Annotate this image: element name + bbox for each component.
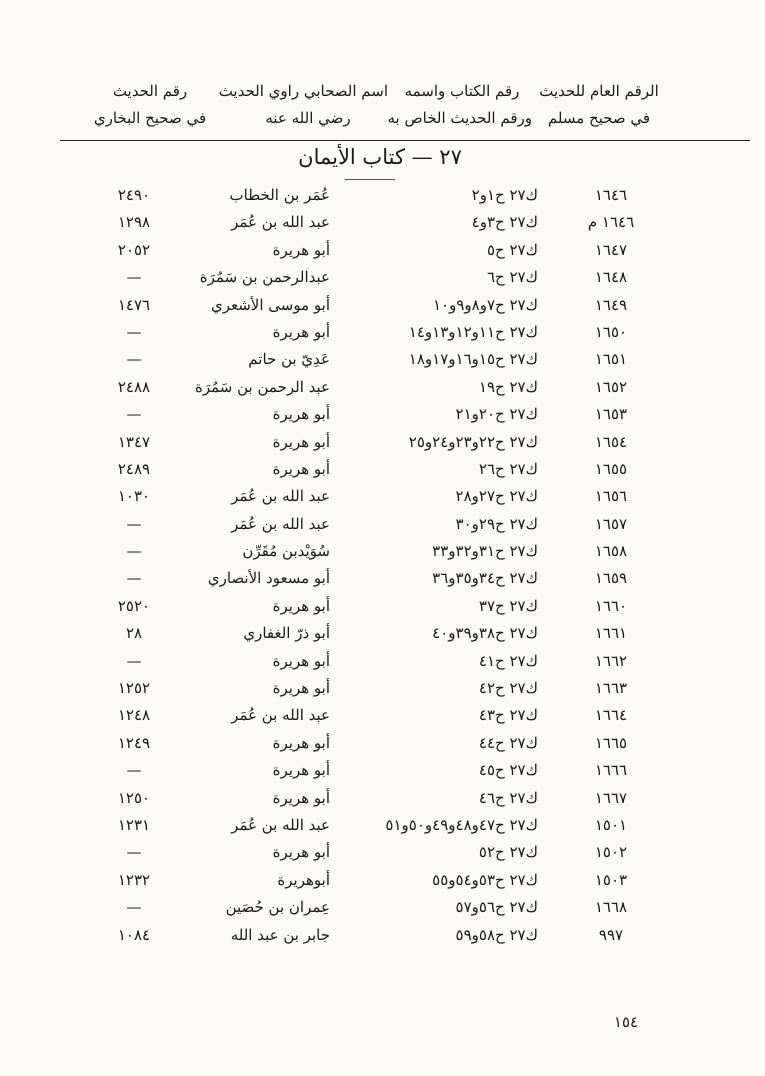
bukhari-number-cell: ٢٤٩٠ <box>117 186 151 204</box>
general-number-cell: ١٦٥٣ <box>594 405 628 424</box>
header-companion-name: اسم الصحابي راوي الحديث رضي الله عنه <box>218 82 388 127</box>
general-number-cell: ١٥٠٣ <box>594 870 628 889</box>
companion-name-cell: أبو هريرة <box>272 788 330 807</box>
book-hadith-ref-cell: ك٢٧ ح٤٢ <box>478 679 538 698</box>
general-number-cell: ١٦٥٩ <box>594 569 628 588</box>
book-hadith-ref-cell: ك٢٧ ح٥٨و٥٩ <box>455 925 538 944</box>
companion-name-cell: أبو هريرة <box>272 761 330 780</box>
general-number-cell: ١٦٥٠ <box>594 322 628 341</box>
table-row <box>0 318 765 345</box>
companion-name-cell: عبد الله بن عُمَر <box>231 213 330 232</box>
table-row <box>0 455 765 482</box>
general-number-cell: ١٦٥١ <box>594 350 628 369</box>
general-number-cell: ١٦٦٣ <box>594 679 628 698</box>
book-hadith-ref-cell: ك٢٧ ح٤٦ <box>478 788 538 807</box>
general-number-cell: ١٦٤٩ <box>594 295 628 314</box>
general-number-cell: ١٦٥٤ <box>594 432 628 451</box>
table-row <box>0 181 765 208</box>
companion-name-cell: عبد الله بن عُمَر <box>231 514 330 533</box>
table-row <box>0 701 765 728</box>
companion-name-cell: أبو موسى الأشعري <box>210 295 330 314</box>
bukhari-number-cell: ١٢٥٠ <box>117 788 151 807</box>
book-hadith-ref-cell: ك٢٧ ح٤٤ <box>478 733 538 752</box>
header-bukhari-number: رقم الحديث في صحيح البخاري <box>93 82 207 127</box>
table-row <box>0 756 765 783</box>
bukhari-number-cell: ١٢٤٨ <box>117 706 151 725</box>
table-row <box>0 592 765 619</box>
table-row <box>0 811 765 838</box>
table-row <box>0 838 765 865</box>
bukhari-number-cell: — <box>126 843 142 862</box>
book-hadith-ref-cell: ك٢٧ ح٤٣ <box>478 706 538 725</box>
bukhari-number-cell: ١٠٣٠ <box>117 487 151 506</box>
bukhari-number-cell: — <box>126 569 142 588</box>
general-number-cell: ١٦٦٤ <box>594 706 628 725</box>
table-row <box>0 236 765 263</box>
general-number-cell: ١٦٥٦ <box>594 487 628 506</box>
book-hadith-ref-cell: ك٢٧ ح٤١ <box>478 651 538 670</box>
bukhari-number-cell: — <box>126 268 142 287</box>
bukhari-number-cell: ١٤٧٦ <box>117 295 151 314</box>
bukhari-number-cell: ١٢٣٢ <box>117 870 151 889</box>
table-row <box>0 866 765 893</box>
companion-name-cell: أبو هريرة <box>272 679 330 698</box>
book-hadith-ref-cell: ك٢٧ ح٣٤و٣٥و٣٦ <box>432 569 538 588</box>
table-row <box>0 674 765 701</box>
general-number-cell: ١٦٦٥ <box>594 733 628 752</box>
bukhari-number-cell: ١٢٣١ <box>117 815 151 834</box>
general-number-cell: ٩٩٧ <box>598 925 624 944</box>
general-number-cell: ١٦٦٧ <box>594 788 628 807</box>
book-hadith-ref-cell: ك٢٧ ح١٥و١٦و١٧و١٨ <box>408 350 538 369</box>
companion-name-cell: أبو هريرة <box>272 733 330 752</box>
title-underline <box>345 179 395 180</box>
header-book-number: رقم الكتاب واسمه ورقم الحديث الخاص به <box>387 82 532 127</box>
general-number-cell: ١٦٦٨ <box>594 898 628 917</box>
companion-name-cell: عِمران بن حُصَين <box>225 898 330 917</box>
book-hadith-ref-cell: ك٢٧ ح٢٩و٣٠ <box>455 514 538 533</box>
general-number-cell: ١٥٠١ <box>594 815 628 834</box>
general-number-cell: ١٦٤٦ م <box>587 213 635 232</box>
book-hadith-ref-cell: ك٢٧ ح٢٢و٢٣و٢٤و٢٥ <box>408 432 538 451</box>
companion-name-cell: أبو هريرة <box>272 843 330 862</box>
book-hadith-ref-cell: ك٢٧ ح١١و١٢و١٣و١٤ <box>408 322 538 341</box>
book-hadith-ref-cell: ك٢٧ ح٥ <box>486 240 538 259</box>
table-row <box>0 619 765 646</box>
bukhari-number-cell: ٢٨ <box>125 624 143 643</box>
companion-name-cell: أبو مسعود الأنصاري <box>207 569 330 588</box>
table-row <box>0 510 765 537</box>
bukhari-number-cell: ٢٥٢٠ <box>117 596 151 615</box>
book-hadith-ref-cell: ك٢٧ ح١و٢ <box>471 186 538 204</box>
table-row <box>0 537 765 564</box>
general-number-cell: ١٦٤٨ <box>594 268 628 287</box>
book-hadith-ref-cell: ك٢٧ ح٥٦و٥٧ <box>455 898 538 917</box>
companion-name-cell: أبو ذرّ الغفاري <box>243 624 330 643</box>
companion-name-cell: عبد الله بن عُمَر <box>231 487 330 506</box>
companion-name-cell: أبو هريرة <box>272 432 330 451</box>
general-number-cell: ١٦٥٥ <box>594 459 628 478</box>
bukhari-number-cell: — <box>126 542 142 561</box>
table-row <box>0 208 765 235</box>
companion-name-cell: أبو هريرة <box>272 459 330 478</box>
bukhari-number-cell: — <box>126 405 142 424</box>
bukhari-number-cell: ١٠٨٤ <box>117 925 151 944</box>
general-number-cell: ١٥٠٢ <box>594 843 628 862</box>
general-number-cell: ١٦٦٦ <box>594 761 628 780</box>
companion-name-cell: عبد الله بن عُمَر <box>231 706 330 725</box>
book-title: ٢٧ — كتاب الأيمان <box>298 145 462 169</box>
table-row <box>0 893 765 920</box>
companion-name-cell: جابر بن عبد الله <box>230 925 330 944</box>
table-row <box>0 400 765 427</box>
book-hadith-ref-cell: ك٢٧ ح٣١و٣٢و٣٣ <box>432 542 538 561</box>
companion-name-cell: عبد الله بن عُمَر <box>231 815 330 834</box>
table-row <box>0 729 765 756</box>
companion-name-cell: عُمَر بن الخطاب <box>229 186 330 204</box>
bukhari-number-cell: — <box>126 322 142 341</box>
general-number-cell: ١٦٥٢ <box>594 377 628 396</box>
companion-name-cell: عبدالرحمن بن سَمُرَة <box>199 268 330 287</box>
book-hadith-ref-cell: ك٢٧ ح٢٦ <box>478 459 538 478</box>
bukhari-number-cell: ١٢٩٨ <box>117 213 151 232</box>
book-hadith-ref-cell: ك٢٧ ح٥٣و٥٤و٥٥ <box>432 870 538 889</box>
table-row <box>0 373 765 400</box>
bukhari-number-cell: — <box>126 761 142 780</box>
book-hadith-ref-cell: ك٢٧ ح٢٧و٢٨ <box>455 487 538 506</box>
book-hadith-ref-cell: ك٢٧ ح٧و٨و٩و١٠ <box>432 295 538 314</box>
general-number-cell: ١٦٤٦ <box>594 186 628 204</box>
book-hadith-ref-cell: ك٢٧ ح٥٢ <box>478 843 538 862</box>
bukhari-number-cell: ٢٤٨٩ <box>117 459 151 478</box>
general-number-cell: ١٦٥٧ <box>594 514 628 533</box>
book-hadith-ref-cell: ك٢٧ ح٤٧و٤٨و٤٩و٥٠و٥١ <box>385 815 538 834</box>
table-row <box>0 428 765 455</box>
bukhari-number-cell: ٢٤٨٨ <box>117 377 151 396</box>
bukhari-number-cell: — <box>126 350 142 369</box>
header-general-number: الرقم العام للحديث في صحيح مسلم <box>539 82 659 127</box>
general-number-cell: ١٦٦٢ <box>594 651 628 670</box>
table-row <box>0 263 765 290</box>
general-number-cell: ١٦٦٠ <box>594 596 628 615</box>
book-hadith-ref-cell: ك٢٧ ح٣و٤ <box>471 213 538 232</box>
bukhari-number-cell: — <box>126 514 142 533</box>
book-hadith-ref-cell: ك٢٧ ح٢٠و٢١ <box>455 405 538 424</box>
table-row <box>0 345 765 372</box>
companion-name-cell: أبوهريرة <box>277 870 330 889</box>
bukhari-number-cell: ١٢٥٢ <box>117 679 151 698</box>
companion-name-cell: عبد الرحمن بن سَمُرَة <box>195 377 330 396</box>
general-number-cell: ١٦٥٨ <box>594 542 628 561</box>
page-number: ١٥٤ <box>613 1013 639 1031</box>
book-hadith-ref-cell: ك٢٧ ح١٩ <box>478 377 538 396</box>
book-hadith-ref-cell: ك٢٧ ح٦ <box>486 268 538 287</box>
bukhari-number-cell: ١٣٤٧ <box>117 432 151 451</box>
table-row <box>0 482 765 509</box>
companion-name-cell: سُوَيْدبن مُقَرِّن <box>242 542 330 561</box>
table-row <box>0 647 765 674</box>
book-hadith-ref-cell: ك٢٧ ح٣٨و٣٩و٤٠ <box>432 624 538 643</box>
bukhari-number-cell: — <box>126 898 142 917</box>
book-hadith-ref-cell: ك٢٧ ح٤٥ <box>478 761 538 780</box>
table-row <box>0 784 765 811</box>
book-hadith-ref-cell: ك٢٧ ح٣٧ <box>478 596 538 615</box>
companion-name-cell: أبو هريرة <box>272 322 330 341</box>
general-number-cell: ١٦٦١ <box>594 624 628 643</box>
companion-name-cell: أبو هريرة <box>272 405 330 424</box>
companion-name-cell: أبو هريرة <box>272 651 330 670</box>
table-row <box>0 921 765 948</box>
companion-name-cell: أبو هريرة <box>272 596 330 615</box>
header-divider <box>60 140 750 141</box>
companion-name-cell: عَدِيّ بن حاتم <box>248 350 330 369</box>
general-number-cell: ١٦٤٧ <box>594 240 628 259</box>
bukhari-number-cell: ١٢٤٩ <box>117 733 151 752</box>
companion-name-cell: أبو هريرة <box>272 240 330 259</box>
table-row <box>0 291 765 318</box>
bukhari-number-cell: ٢٠٥٢ <box>117 240 151 259</box>
hadith-table <box>0 181 765 948</box>
bukhari-number-cell: — <box>126 651 142 670</box>
table-row <box>0 564 765 591</box>
